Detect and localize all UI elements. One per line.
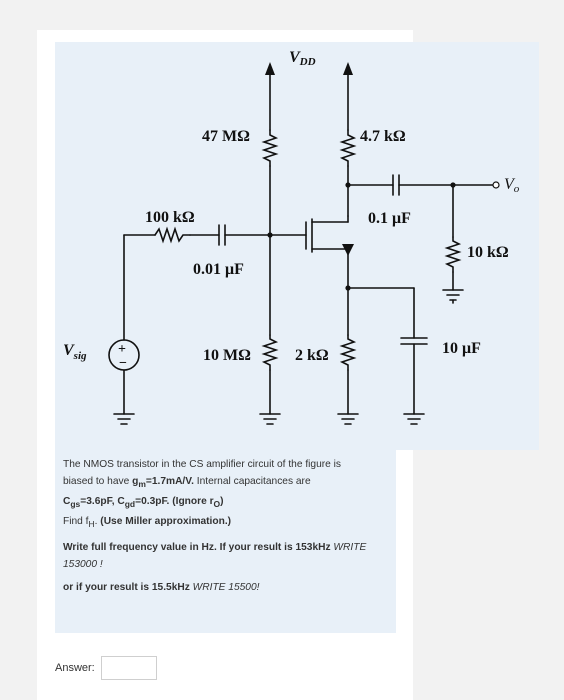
vsig-label: $V_{sig}$	[63, 342, 87, 362]
answer-input[interactable]	[101, 656, 157, 680]
label-001uf: 0.01 μF	[193, 261, 244, 278]
label-01uf: 0.1 μF	[368, 210, 411, 227]
question-text	[55, 450, 396, 633]
vo-label: Vo	[504, 176, 520, 195]
label-10m: 10 MΩ	[203, 347, 251, 364]
plus-sign: +	[118, 342, 126, 357]
question-line-2: biased to have $g_m=1.7mA/V$. Internal capacitances are	[63, 476, 311, 490]
vdd-label: VDD	[289, 49, 316, 68]
question-line-1: The NMOS transistor in the CS amplifier circuit of the figure is	[63, 459, 341, 470]
label-47m: 47 MΩ	[202, 128, 250, 145]
question-or-instruction: or if your result is 15.5kHz WRITE 15500!	[63, 582, 260, 594]
label-10uf: 10 μF	[442, 340, 481, 357]
question-write-instruction: Write full frequency value in Hz. If your result is 153kHz WRITE 153000 !	[63, 542, 367, 571]
circuit-figure	[55, 42, 539, 450]
answer-row	[55, 654, 157, 682]
label-4k7: 4.7 kΩ	[360, 128, 406, 145]
question-find: Find $f_H$. (Use Miller approximation.)	[63, 516, 232, 530]
answer-label: Answer:	[55, 662, 95, 674]
circuit-diagram	[55, 42, 539, 450]
minus-sign: −	[119, 356, 127, 371]
question-line-3: $C_{gs}=3.6pF$, $C_{gd}=0.3pF$. (Ignore $r_O$)	[63, 496, 224, 510]
label-100k: 100 kΩ	[145, 209, 195, 226]
label-10k: 10 kΩ	[467, 244, 509, 261]
label-2k: 2 kΩ	[295, 347, 329, 364]
